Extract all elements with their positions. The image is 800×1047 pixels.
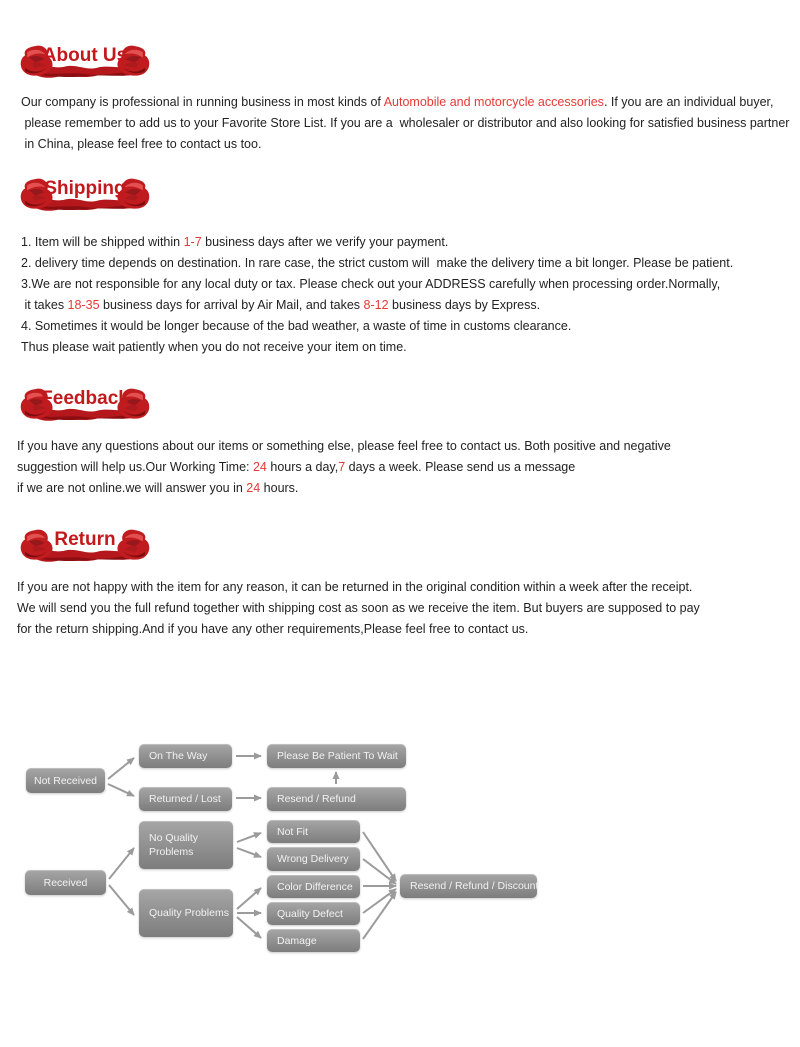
flow-node-resend-refund-discount: Resend / Refund / Discount [400,874,537,898]
flow-node-received: Received [25,870,106,895]
text-line: please remember to add us to your Favorite Store List. If you are a wholesaler or distributor and also looking for satisfied business partner [21,116,790,130]
shipping-text [21,232,733,358]
flow-node-not-received: Not Received [26,768,105,793]
flow-node-resend-refund: Resend / Refund [267,787,406,811]
flow-node-color-difference: Color Difference [267,875,360,898]
text-line: 4. Sometimes it would be longer because of the bad weather, a waste of time in customs clearance. [21,319,572,333]
after-sale-flowchart [0,735,800,975]
flow-node-no-quality-problems: No Quality Problems [139,821,233,869]
text-line: Thus please wait patiently when you do not receive your item on time. [21,340,407,354]
flow-node-quality-problems: Quality Problems [139,889,233,937]
return-text [17,577,700,640]
flow-node-on-the-way: On The Way [139,744,232,768]
flow-node-not-fit: Not Fit [267,820,360,843]
text-line: suggestion will help us.Our Working Time: 24 hours a day,7 days a week. Please send us a message [17,460,576,474]
text-line: If you are not happy with the item for any reason, it can be returned in the original condition within a week after the receipt. [17,580,693,594]
text-line: 1. Item will be shipped within 1-7 business days after we verify your payment. [21,235,449,249]
text-line: it takes 18-35 business days for arrival by Air Mail, and takes 8-12 business days by Express. [21,298,541,312]
text-line: We will send you the full refund together with shipping cost as soon as we receive the item. But buyers are supposed to pay [17,601,700,615]
text-line: if we are not online.we will answer you in 24 hours. [17,481,299,495]
shipping-banner [20,176,150,211]
return-banner [20,527,150,562]
text-line: 2. delivery time depends on destination. In rare case, the strict custom will make the delivery time a bit longer. Please be patient. [21,256,734,270]
about-us-title: About Us [42,45,128,66]
flow-node-please-be-patient: Please Be Patient To Wait [267,744,406,768]
text-line: 3.We are not responsible for any local duty or tax. Please check out your ADDRESS carefully when processing order.Normally, [21,277,721,291]
flow-node-returned-lost: Returned / Lost [139,787,232,811]
about-us-banner [20,43,150,78]
return-title: Return [54,529,116,550]
text-line: for the return shipping.And if you have any other requirements,Please feel free to contact us. [17,622,529,636]
text-line: If you have any questions about our items or something else, please feel free to contact us. Both positive and negative [17,439,671,453]
shipping-title: Shipping [44,178,126,199]
feedback-banner [20,386,150,421]
flow-arrows [0,735,800,975]
flow-node-quality-defect: Quality Defect [267,902,360,925]
flow-node-damage: Damage [267,929,360,952]
text-line: in China, please feel free to contact us too. [21,137,262,151]
flow-node-wrong-delivery: Wrong Delivery [267,847,360,871]
feedback-title: Feedback [41,388,129,409]
feedback-text [17,436,671,499]
text-line: Our company is professional in running business in most kinds of Automobile and motorcycle accessories. If you are an individual buyer, [21,95,774,109]
about-us-text [21,92,789,155]
